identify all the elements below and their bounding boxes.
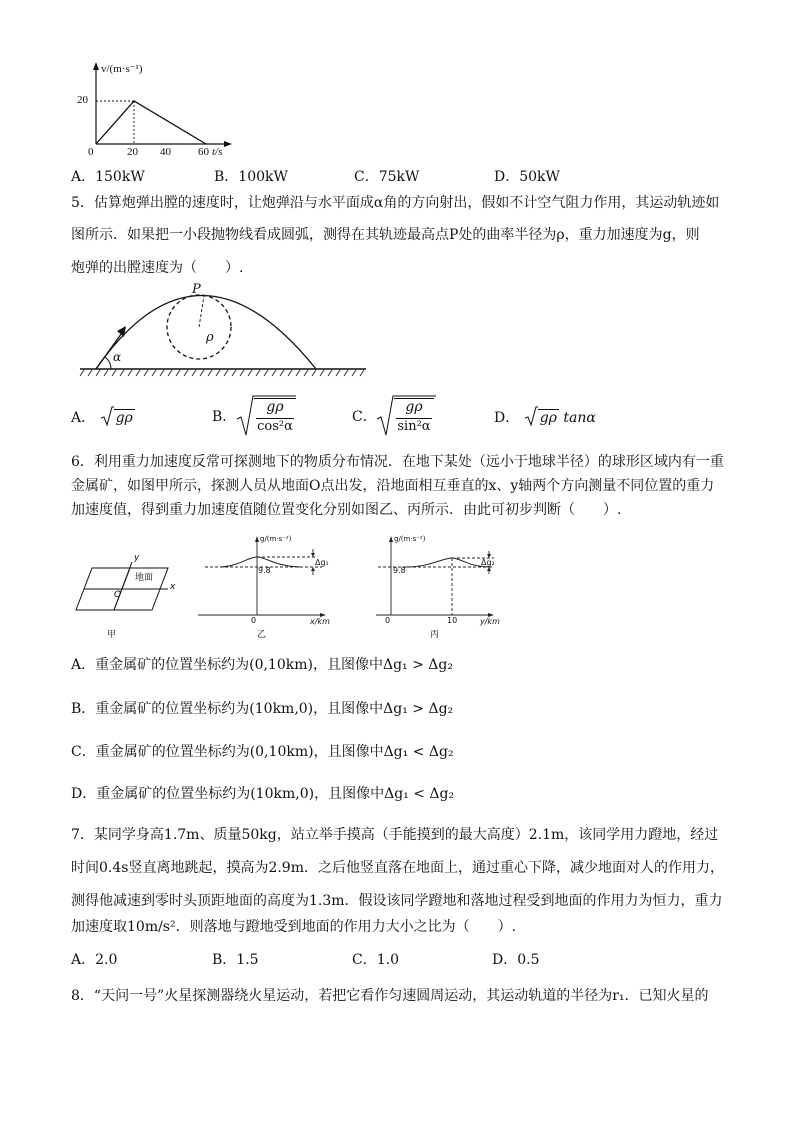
q4-x-tick-20: 20 (127, 146, 138, 158)
q4-option-d: D．50kW (494, 169, 560, 185)
q6-jia-ground: 地面 (135, 573, 154, 583)
q6-bing-y-label: g/(m·s⁻²) (394, 535, 426, 543)
q5-angle-alpha: α (113, 350, 122, 364)
q6-jia-x: x (170, 582, 176, 592)
q5-radius-rho: ρ (206, 330, 214, 345)
q7-option-b: B．1.5 (212, 952, 259, 968)
q7-stem-line-1: 7．某同学身高1.7m、质量50kg，站立举手摸高（手能摸到的最大高度）2.1m，该同学用力蹬地，经过 (71, 827, 719, 843)
q4-x-axis-label: t/s (212, 146, 223, 158)
q5-option-b-letter: B． (212, 409, 237, 425)
q6-option-d: D．重金属矿的位置坐标约为(10km,0)，且图像中Δg₁ < Δg₂ (71, 786, 455, 802)
q5-option-c-num: gρ (405, 399, 423, 415)
q4-x-tick-40: 40 (160, 146, 171, 158)
q7-option-c: C．1.0 (352, 952, 399, 968)
q6-jia-origin: O (114, 590, 122, 600)
q5-option-a-expr: gρ (115, 410, 133, 426)
q6-option-b: B．重金属矿的位置坐标约为(10km,0)，且图像中Δg₁ > Δg₂ (71, 701, 454, 717)
q6-bing-x-label: y/km (480, 617, 500, 626)
q6-yi-delta: Δg₁ (315, 558, 329, 567)
q5-stem-line-3: 炮弹的出膛速度为（ ）. (71, 260, 244, 276)
q4-x-tick-0: 0 (88, 146, 94, 158)
q6-bing-tick: 10 (447, 616, 458, 625)
q6-yi-label: 乙 (257, 630, 267, 640)
q6-stem-line-1: 6．利用重力加速度反常可探测地下的物质分布情况．在地下某处（远小于地球半径）的球形区域内有一重 (71, 454, 724, 470)
q4-y-axis-label: v/(m·s⁻¹) (101, 63, 143, 75)
q5-option-c-letter: C． (352, 409, 377, 425)
q6-yi-value: 9.8 (258, 566, 271, 575)
q4-x-tick-60: 60 (198, 146, 209, 158)
q6-jia-y: y (134, 553, 140, 563)
q8-stem-line-1: 8．“天问一号”火星探测器绕火星运动，若把它看作匀速圆周运动，其运动轨道的半径为r₁．已知火星的 (71, 988, 709, 1004)
q5-stem-line-2: 图所示．如果把一小段抛物线看成圆弧，测得在其轨迹最高点P处的曲率半径为ρ，重力加速度为g，则 (71, 227, 700, 243)
q7-option-a: A．2.0 (71, 952, 118, 968)
q7-option-d: D．0.5 (492, 952, 540, 968)
q7-stem-line-3: 测得他减速到零时头顶距地面的高度为1.3m．假设该同学蹬地和落地过程受到地面的作用力为恒力，重力 (71, 893, 723, 909)
q5-option-d-expr: gρ (539, 410, 557, 426)
q7-stem-line-2: 时间0.4s竖直离地跳起，摸高为2.9m．之后他竖直落在地面上，通过重心下降，减少地面对人的作用力， (71, 860, 724, 876)
q6-jia-label: 甲 (107, 630, 117, 640)
q6-yi-x-label: x/km (310, 617, 330, 626)
q7-stem-line-4: 加速度取10m/s²．则落地与蹬地受到地面的作用力大小之比为（ ）. (71, 919, 517, 935)
q6-option-c: C．重金属矿的位置坐标约为(0,10km)，且图像中Δg₁ < Δg₂ (71, 744, 454, 760)
q5-option-c-den: sin²α (397, 419, 431, 434)
q6-bing-value: 9.8 (393, 566, 406, 575)
q5-option-b-num: gρ (266, 399, 284, 415)
q5-point-p: P (192, 282, 201, 297)
q4-y-tick-20: 20 (77, 94, 88, 106)
q5-option-d-tail: tanα (563, 410, 596, 426)
q6-yi-y-label: g/(m·s⁻²) (260, 535, 292, 543)
q4-option-c: C．75kW (354, 169, 420, 185)
q5-stem-line-1: 5．估算炮弹出膛的速度时，让炮弹沿与水平面成α角的方向射出，假如不计空气阻力作用，其运动轨迹如 (71, 195, 720, 211)
q4-option-b: B．100kW (214, 169, 288, 185)
q5-option-d-letter: D． (494, 410, 520, 426)
q5-option-a-letter: A． (71, 410, 96, 426)
q6-stem-line-3: 加速度值，得到重力加速度值随位置变化分别如图乙、丙所示．由此可初步判断（ ）. (71, 502, 622, 518)
q5-option-b-den: cos²α (257, 419, 293, 434)
q6-bing-origin: 0 (385, 616, 391, 625)
q6-yi-origin: 0 (251, 616, 257, 625)
q6-bing-delta: Δg₂ (481, 558, 495, 567)
q6-option-a: A．重金属矿的位置坐标约为(0,10km)，且图像中Δg₁ > Δg₂ (71, 657, 453, 673)
q4-option-a: A．150kW (71, 169, 145, 185)
q6-stem-line-2: 金属矿，如图甲所示，探测人员从地面O点出发，沿地面相互垂直的x、y轴两个方向测量不同位置的重力 (71, 478, 715, 494)
q6-bing-label: 丙 (430, 630, 440, 640)
